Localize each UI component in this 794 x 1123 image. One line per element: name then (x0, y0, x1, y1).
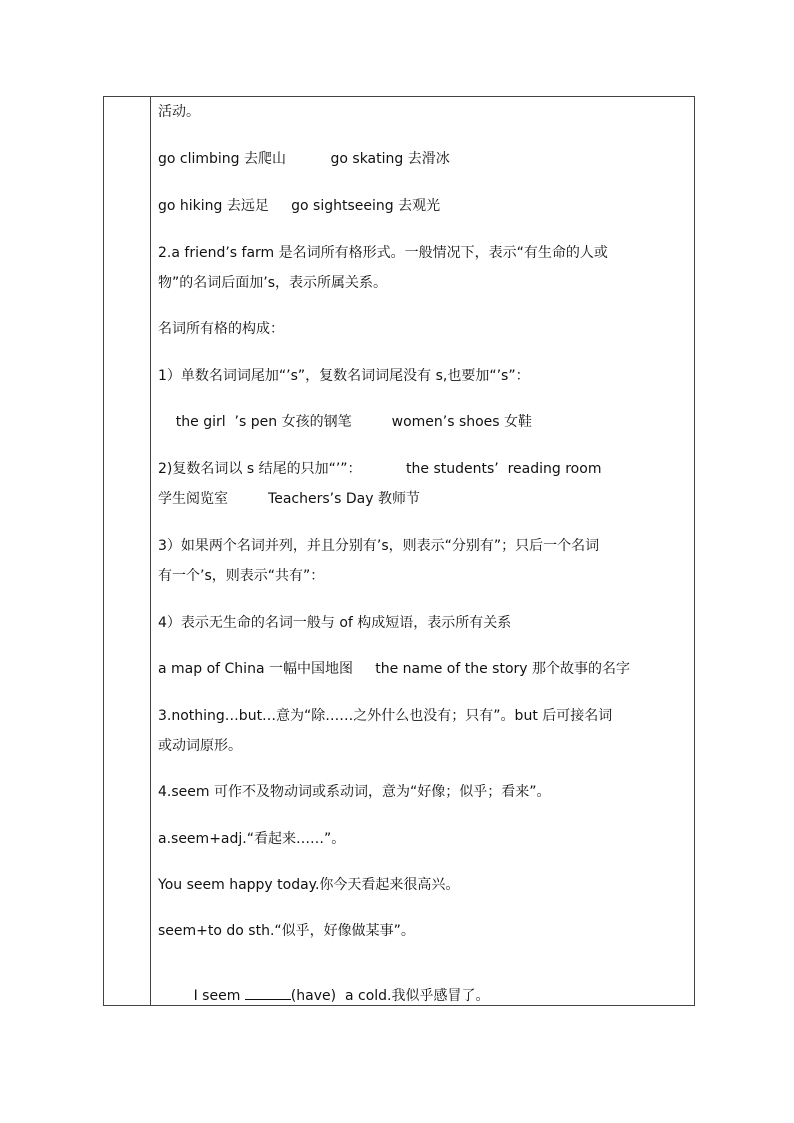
text-line-16: 或动词原形。 (158, 738, 242, 754)
text-line-2: go climbing 去爬山 go skating 去滑冰 (158, 151, 450, 167)
text-line-11: 3）如果两个名词并列，并且分别有’s，则表示“分别有”；只后一个名词 (158, 538, 600, 554)
text-line-10: 学生阅览室 Teachers’s Day 教师节 (158, 491, 420, 507)
text-line-20: seem+to do sth.“似乎，好像做某事”。 (158, 923, 415, 939)
column-divider (150, 97, 151, 1005)
text-line-3: go hiking 去远足 go sightseeing 去观光 (158, 198, 441, 214)
text-line-18: a.seem+adj.“看起来……”。 (158, 831, 346, 847)
text-line-14: a map of China 一幅中国地图 the name of the story 那个故事的名字 (158, 661, 631, 677)
text-line-7: 1）单数名词词尾加“’s”，复数名词词尾没有 s,也要加“’s”： (158, 368, 530, 384)
text-line-19: You seem happy today.你今天看起来很高兴。 (158, 877, 460, 893)
text-line-12: 有一个’s，则表示“共有”： (158, 568, 325, 584)
text-line-21 (158, 969, 490, 1023)
text-line-15: 3.nothing…but…意为“除……之外什么也没有；只有”。but 后可接名词 (158, 708, 613, 724)
text-line-13: 4）表示无生命的名词一般与 of 构成短语，表示所有关系 (158, 615, 512, 631)
exercise-text-before: I seem (184, 988, 245, 1004)
text-line-1: 活动。 (158, 104, 200, 120)
text-line-17: 4.seem 可作不及物动词或系动词，意为“好像；似乎；看来”。 (158, 784, 551, 800)
text-line-6: 名词所有格的构成： (158, 321, 284, 337)
exercise-text-after: (have) a cold.我似乎感冒了。 (290, 988, 490, 1004)
text-line-8: the girl ’s pen 女孩的钢笔 women’s shoes 女鞋 (158, 414, 533, 430)
text-line-5: 物”的名词后面加’s，表示所属关系。 (158, 275, 387, 291)
answer-blank (245, 987, 291, 1000)
text-line-4: 2.a friend’s farm 是名词所有格形式。一般情况下，表示“有生命的人或 (158, 245, 608, 261)
notes-table (103, 96, 695, 1006)
text-line-9: 2)复数名词以 s 结尾的只加“’”： the students’ reading room (158, 461, 602, 477)
